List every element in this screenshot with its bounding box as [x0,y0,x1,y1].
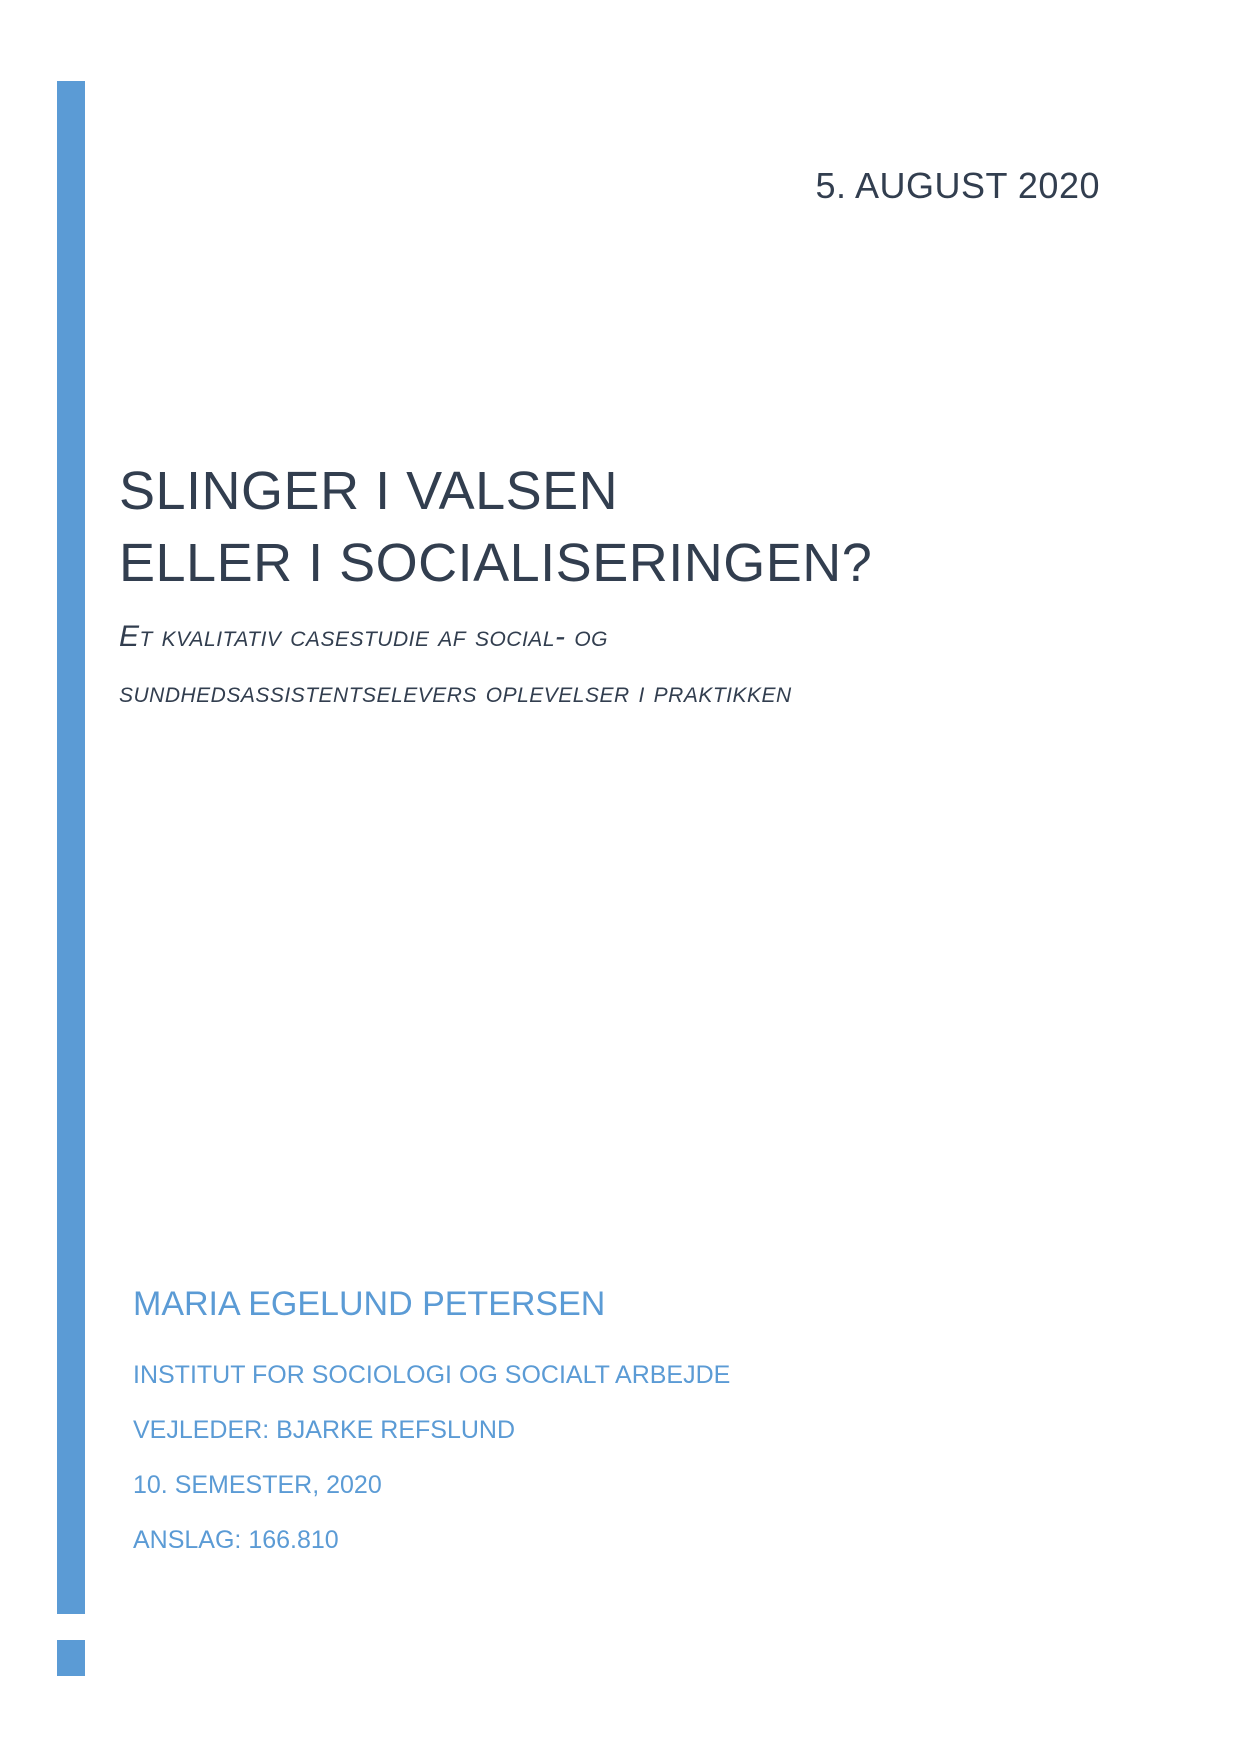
character-count: ANSLAG: 166.810 [133,1526,339,1554]
semester: 10. SEMESTER, 2020 [133,1471,382,1499]
title-line-2: ELLER I SOCIALISERINGEN? [119,533,873,593]
subtitle-line-2: sundhedsassistentselevers oplevelser i praktikken [119,676,792,709]
author-block [133,1282,730,1568]
supervisor: VEJLEDER: BJARKE REFSLUND [133,1416,516,1444]
institute: INSTITUT FOR SOCIOLOGI OG SOCIALT ARBEJDE [133,1361,731,1389]
accent-bar [57,81,85,1614]
title-line-1: SLINGER I VALSEN [119,461,619,521]
accent-square [57,1640,85,1676]
title-block [119,455,1179,721]
author-name: MARIA EGELUND PETERSEN [133,1285,606,1323]
subtitle [119,609,1179,721]
date: 5. AUGUST 2020 [815,165,1100,206]
subtitle-line-1: Et kvalitativ casestudie af social- og [119,620,608,653]
